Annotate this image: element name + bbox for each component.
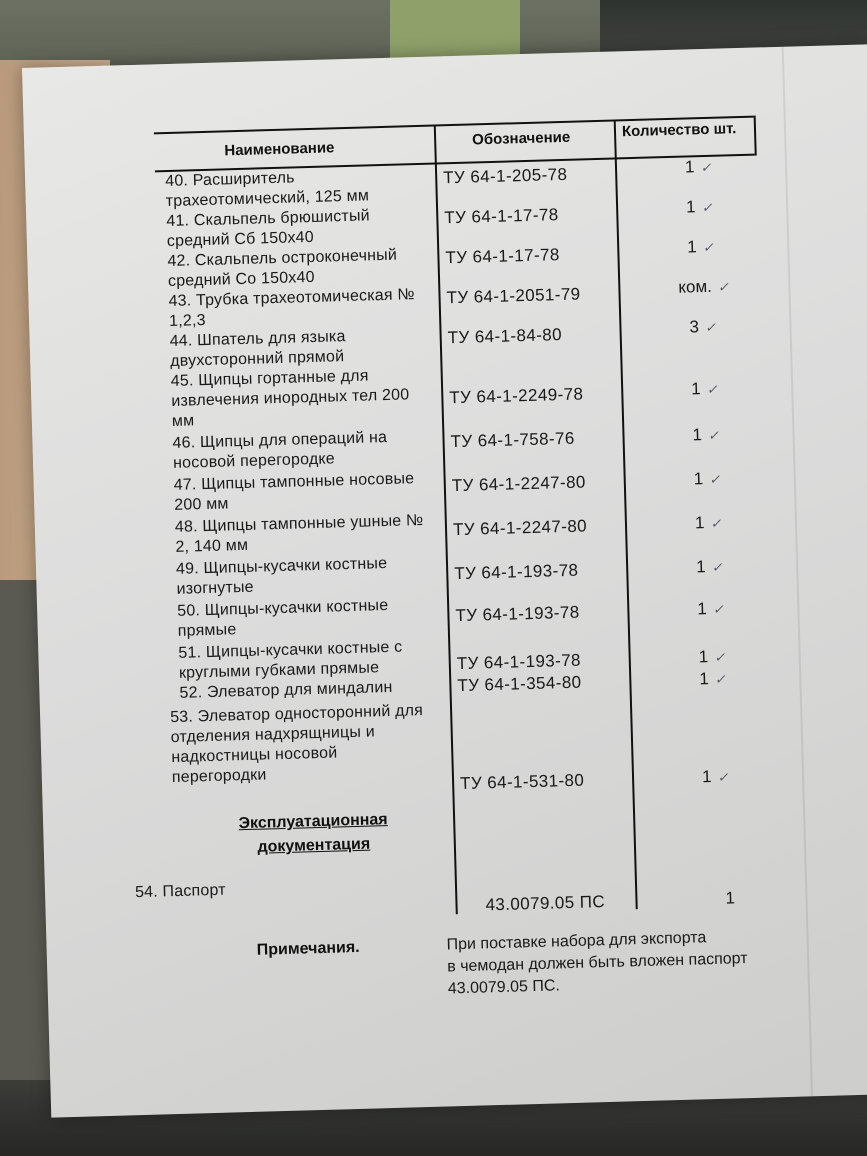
row-42-code: ТУ 64-1-17-78 xyxy=(445,245,560,268)
column-divider-3 xyxy=(754,116,757,156)
row-51-code: ТУ 64-1-193-78 xyxy=(456,650,582,674)
row-46-qty: 1 ✓ xyxy=(692,425,720,445)
row-40-code: ТУ 64-1-205-78 xyxy=(442,164,568,188)
row-44-code: ТУ 64-1-84-80 xyxy=(447,325,563,348)
row-42-name: 42. Скальпель остроконечный средний Со 150х40 xyxy=(167,246,398,291)
row-40-name: 40. Расширитель трахеотомический, 125 мм xyxy=(164,169,370,211)
check-icon: ✓ xyxy=(714,671,726,687)
section-title: Эксплуатационная документация xyxy=(238,811,388,856)
row-46-name: 46. Щипцы для операций на носовой перегородке xyxy=(172,428,388,472)
row-43-code: ТУ 64-1-2051-79 xyxy=(446,284,581,308)
row-41-code: ТУ 64-1-17-78 xyxy=(444,205,559,228)
row-53-code: ТУ 64-1-531-80 xyxy=(459,770,585,794)
row-46-code: ТУ 64-1-758-76 xyxy=(450,428,575,452)
row-51-qty: 1 ✓ xyxy=(698,647,726,667)
header-designation: Обозначение xyxy=(471,128,571,149)
row-44-qty: 3 ✓ xyxy=(689,317,717,337)
check-icon: ✓ xyxy=(704,319,717,336)
row-43-qty: ком. ✓ xyxy=(678,276,730,297)
row-50-name: 50. Щипцы-кусачки костные прямые xyxy=(176,596,389,640)
row-47-name: 47. Щипцы тампонные носовые 200 мм xyxy=(173,470,415,514)
page-fold xyxy=(782,47,813,1097)
row-48-code: ТУ 64-1-2247-80 xyxy=(452,516,588,540)
row-48-name: 48. Щипцы тампонные ушные № 2, 140 мм xyxy=(174,511,424,556)
document-sheet xyxy=(22,44,867,1117)
check-icon: ✓ xyxy=(706,381,718,398)
check-icon: ✓ xyxy=(712,601,724,617)
row-53-name: 53. Элеватор односторонний для отделения надхрящницы и надкостницы носовой перегородки xyxy=(169,702,424,787)
row-53-qty: 1 ✓ xyxy=(701,767,729,787)
row-45-qty: 1 ✓ xyxy=(690,379,718,399)
row-54-code: 43.0079.05 ПС xyxy=(485,892,606,915)
check-icon: ✓ xyxy=(707,427,720,443)
row-50-code: ТУ 64-1-193-78 xyxy=(455,602,580,626)
row-52-name: 52. Элеватор для миндалин xyxy=(179,678,393,702)
check-icon: ✓ xyxy=(717,769,729,785)
row-40-qty: 1 ✓ xyxy=(684,157,712,177)
row-49-code: ТУ 64-1-193-78 xyxy=(454,560,579,584)
row-45-code: ТУ 64-1-2249-78 xyxy=(449,384,584,408)
check-icon: ✓ xyxy=(709,471,721,487)
row-54-name: 54. Паспорт xyxy=(134,881,227,902)
row-48-qty: 1 ✓ xyxy=(694,513,722,533)
notes-text: При поставке набора для экспорта в чемодан должен быть вложен паспорт 43.0079.05 ПС. xyxy=(446,929,748,998)
check-icon: ✓ xyxy=(700,159,712,176)
row-45-name: 45. Щипцы гортанные для извлечения инородных тел 200 мм xyxy=(170,367,410,430)
row-41-name: 41. Скальпель брюшистый средний Сб 150х40 xyxy=(166,207,371,251)
check-icon: ✓ xyxy=(701,199,713,216)
row-52-qty: 1 ✓ xyxy=(699,669,726,689)
row-54-qty: 1 xyxy=(725,888,736,908)
row-44-name: 44. Шпатель для языка двухсторонний прямой xyxy=(169,328,346,370)
check-icon: ✓ xyxy=(711,559,723,575)
row-42-qty: 1 ✓ xyxy=(686,237,714,257)
check-icon: ✓ xyxy=(717,279,730,295)
header-quantity: Количество шт. xyxy=(621,120,737,141)
row-41-qty: 1 ✓ xyxy=(685,197,713,217)
header-name: Наименование xyxy=(224,139,335,160)
row-47-code: ТУ 64-1-2247-80 xyxy=(451,472,587,496)
row-50-qty: 1 ✓ xyxy=(697,599,724,619)
row-51-name: 51. Щипцы-кусачки костные с круглыми губками прямые xyxy=(178,638,403,682)
check-icon: ✓ xyxy=(710,515,722,531)
column-divider-2 xyxy=(614,119,638,909)
row-52-code: ТУ 64-1-354-80 xyxy=(457,672,582,696)
row-49-qty: 1 ✓ xyxy=(695,557,723,577)
check-icon: ✓ xyxy=(702,239,714,256)
notes-label: Примечания. xyxy=(256,938,360,959)
check-icon: ✓ xyxy=(713,649,726,665)
row-43-name: 43. Трубка трахеотомическая № 1,2,3 xyxy=(168,286,415,330)
row-49-name: 49. Щипцы-кусачки костные изогнутые xyxy=(175,555,388,598)
row-47-qty: 1 ✓ xyxy=(693,469,721,489)
